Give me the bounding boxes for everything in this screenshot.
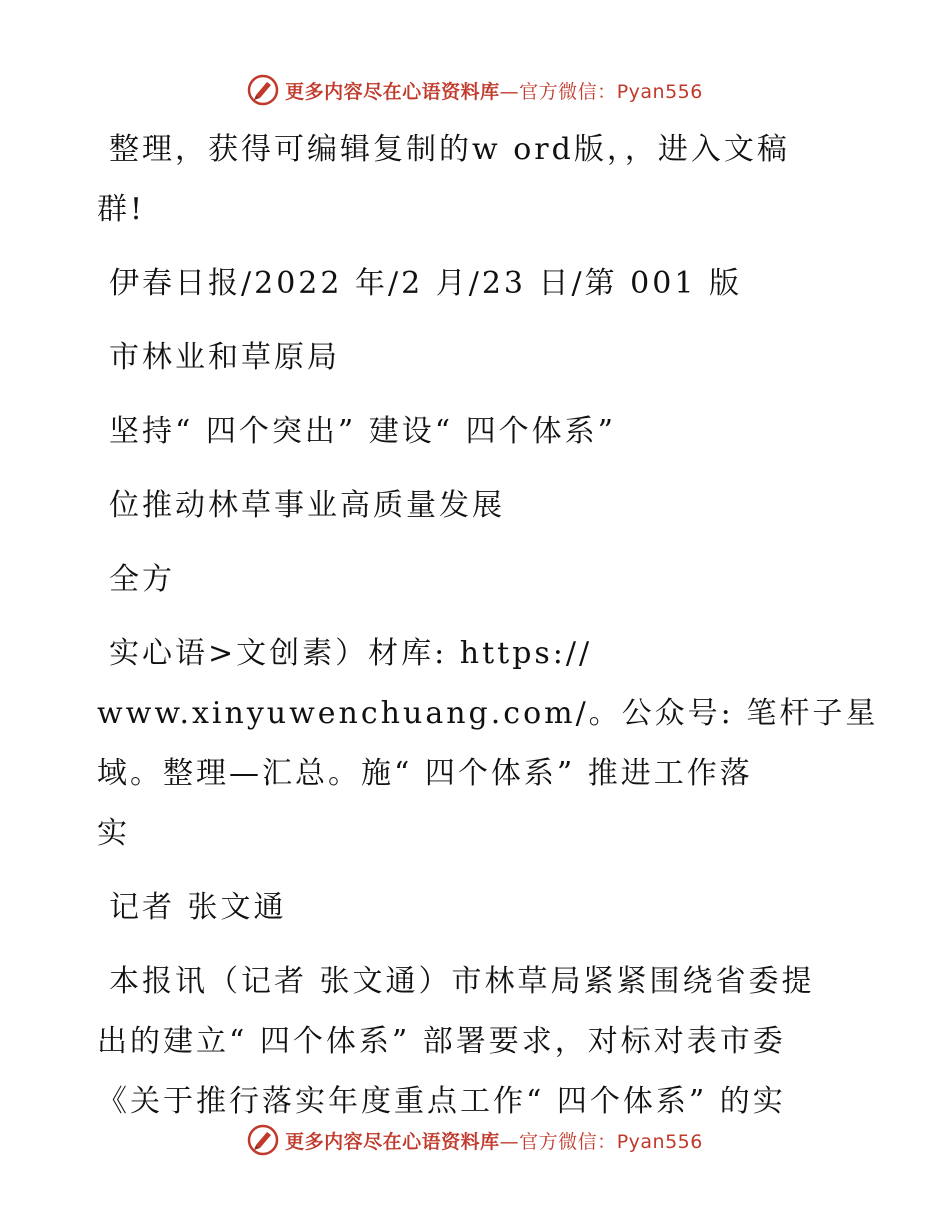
text-line: 本报讯（记者 张文通）市林草局紧紧围绕省委提	[109, 964, 815, 999]
watermark-wechat-label: 官方微信：	[519, 80, 617, 103]
watermark-text	[285, 77, 703, 104]
text-line: 实心语>文创素）材库: https://	[109, 636, 593, 671]
text-line: 整理，获得可编辑复制的w ord版，，进入文稿	[109, 132, 790, 167]
paragraph-source	[97, 624, 879, 864]
text-line: 全方	[109, 562, 175, 597]
brand-logo-icon	[247, 74, 279, 106]
watermark-wechat-id: Pyan556	[616, 1130, 703, 1153]
document-body	[97, 120, 879, 1146]
brand-logo-icon	[247, 1124, 279, 1156]
watermark-wechat-label: 官方微信：	[519, 1130, 617, 1153]
watermark-separator: —	[499, 80, 520, 103]
text-line: 实	[97, 816, 130, 851]
paragraph-body	[97, 952, 857, 1132]
publication-info: 伊春日报/2022 年/2 月/23 日/第 001 版	[109, 266, 742, 301]
watermark-separator: —	[499, 1130, 520, 1153]
header-watermark	[0, 72, 950, 108]
watermark-wechat-id: Pyan556	[616, 80, 703, 103]
text-line: 群!	[97, 192, 146, 227]
watermark-text	[285, 1127, 703, 1154]
paragraph-intro	[97, 120, 857, 240]
text-line: 《关于推行落实年度重点工作“ 四个体系” 的实	[97, 1084, 786, 1119]
headline-line: 坚持“ 四个突出” 建设“ 四个体系”	[109, 414, 616, 449]
text-line: www.xinyuwenchuang.com/。公众号: 笔杆子星	[97, 696, 879, 731]
reporter-line: 记者 张文通	[109, 890, 287, 925]
department-line: 市林业和草原局	[109, 340, 340, 375]
watermark-brand: 更多内容尽在心语资料库	[285, 1130, 500, 1153]
text-line: 出的建立“ 四个体系” 部署要求，对标对表市委	[97, 1024, 786, 1059]
text-line: 域。整理—汇总。施“ 四个体系” 推进工作落	[97, 756, 753, 791]
watermark-brand: 更多内容尽在心语资料库	[285, 80, 500, 103]
footer-watermark	[0, 1122, 950, 1158]
headline-line: 位推动林草事业高质量发展	[109, 488, 505, 523]
